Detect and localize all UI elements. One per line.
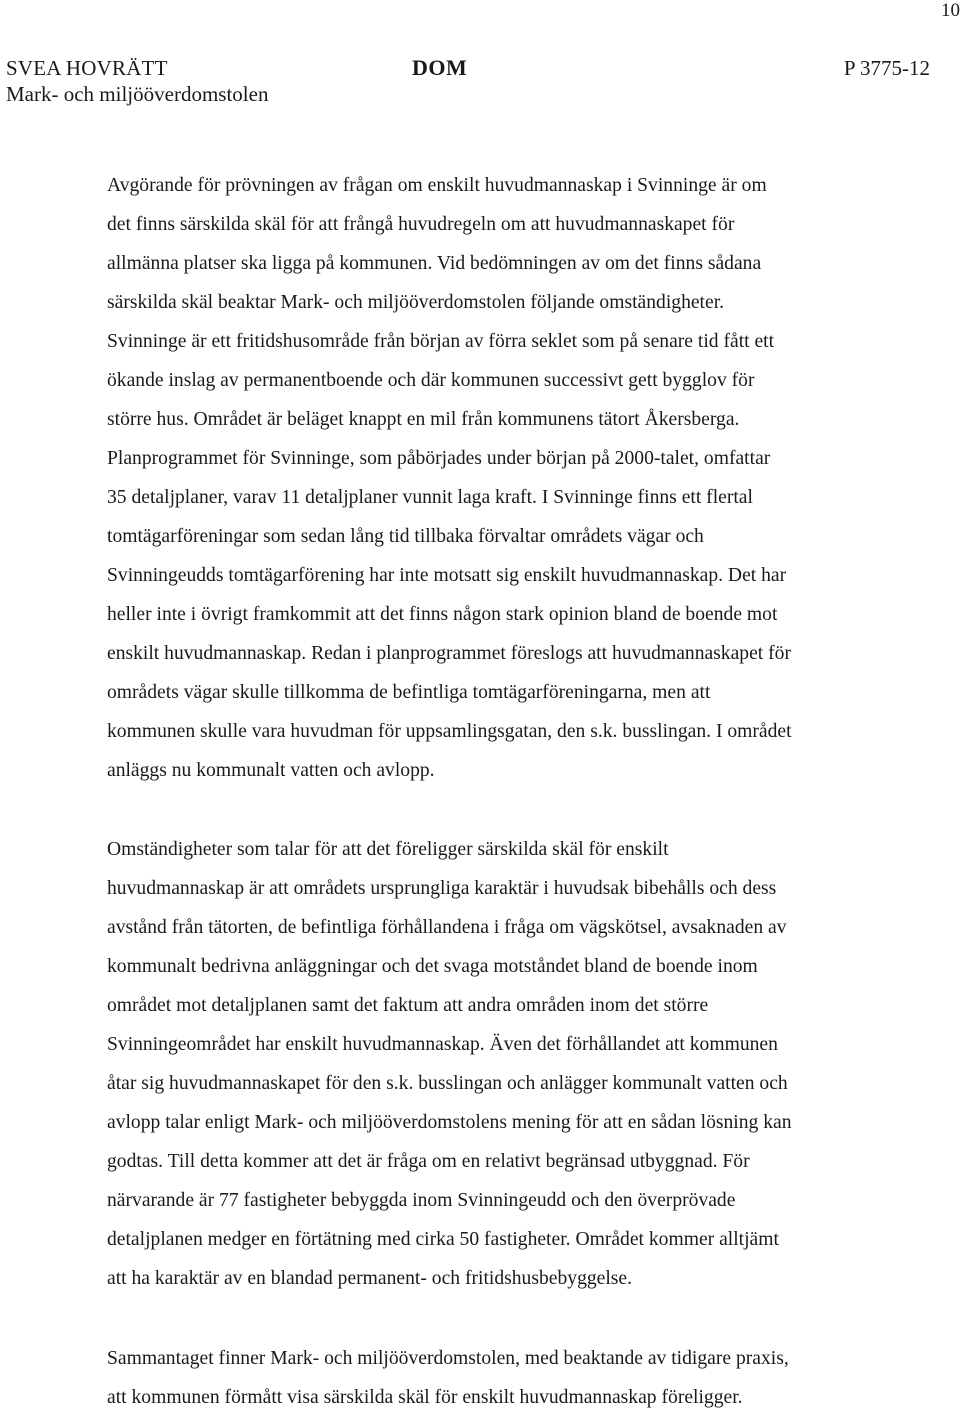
court-name: SVEA HOVRÄTT	[6, 56, 168, 80]
document-header	[6, 55, 930, 105]
paragraph-line: huvudmannaskap är att områdets ursprungliga karaktär i huvudsak bibehålls och dess	[107, 878, 777, 899]
page-number: 10	[941, 0, 960, 21]
paragraph-line: det finns särskilda skäl för att frångå huvudregeln om att huvudmannaskapet för	[107, 214, 735, 235]
paragraph-line: större hus. Området är beläget knappt en mil från kommunens tätort Åkersberga.	[107, 409, 740, 430]
paragraph-line: Planprogrammet för Svinninge, som påbörjades under början på 2000-talet, omfattar	[107, 448, 771, 469]
paragraph-line: Svinningeområdet har enskilt huvudmannaskap. Även det förhållandet att kommunen	[107, 1034, 778, 1055]
paragraph-line: Omständigheter som talar för att det föreligger särskilda skäl för enskilt	[107, 839, 669, 860]
paragraph-line: Svinninge är ett fritidshusområde från början av förra seklet som på senare tid fått ett	[107, 331, 775, 352]
paragraph-line: närvarande är 77 fastigheter bebyggda inom Svinningeudd och den överprövade	[107, 1190, 736, 1211]
paragraph-line: detaljplanen medger en förtätning med cirka 50 fastigheter. Området kommer alltjämt	[107, 1229, 779, 1250]
paragraph-line: områdets vägar skulle tillkomma de befintliga tomtägarföreningarna, men att	[107, 682, 711, 703]
paragraph-line: området mot detaljplanen samt det faktum att andra områden inom det större	[107, 995, 709, 1016]
paragraph-1	[107, 166, 907, 790]
paragraph-line: att kommunen förmått visa särskilda skäl för enskilt huvudmannaskap föreligger.	[107, 1387, 743, 1408]
paragraph-line: ökande inslag av permanentboende och där kommunen successivt gett bygglov för	[107, 370, 755, 391]
paragraph-line: kommunalt bedrivna anläggningar och det svaga motståndet bland de boende inom	[107, 956, 758, 977]
court-division: Mark- och miljööverdomstolen	[6, 82, 269, 106]
paragraph-line: Avgörande för prövningen av frågan om enskilt huvudmannaskap i Svinninge är om	[107, 175, 767, 196]
document-type: DOM	[412, 55, 468, 80]
paragraph-line: avlopp talar enligt Mark- och miljööverdomstolens mening för att en sådan lösning kan	[107, 1112, 792, 1133]
paragraph-line: särskilda skäl beaktar Mark- och miljööverdomstolen följande omständigheter.	[107, 292, 725, 313]
paragraph-3	[107, 1339, 907, 1417]
paragraph-2	[107, 830, 907, 1298]
paragraph-line: anläggs nu kommunalt vatten och avlopp.	[107, 760, 435, 781]
paragraph-line: avstånd från tätorten, de befintliga förhållandena i fråga om vägskötsel, avsaknaden av	[107, 917, 787, 938]
paragraph-line: 35 detaljplaner, varav 11 detaljplaner vunnit laga kraft. I Svinninge finns ett flertal	[107, 487, 753, 508]
paragraph-line: tomtägarföreningar som sedan lång tid tillbaka förvaltar områdets vägar och	[107, 526, 704, 547]
paragraph-line: allmänna platser ska ligga på kommunen. Vid bedömningen av om det finns sådana	[107, 253, 762, 274]
paragraph-line: heller inte i övrigt framkommit att det finns någon stark opinion bland de boende mot	[107, 604, 778, 625]
case-number: P 3775-12	[843, 56, 930, 80]
paragraph-line: Sammantaget finner Mark- och miljööverdomstolen, med beaktande av tidigare praxis,	[107, 1348, 789, 1369]
paragraph-line: enskilt huvudmannaskap. Redan i planprogrammet föreslogs att huvudmannaskapet för	[107, 643, 791, 664]
paragraph-line: åtar sig huvudmannaskapet för den s.k. busslingan och anlägger kommunalt vatten och	[107, 1073, 788, 1094]
paragraph-line: godtas. Till detta kommer att det är fråga om en relativt begränsad utbyggnad. För	[107, 1151, 750, 1172]
paragraph-line: Svinningeudds tomtägarförening har inte motsatt sig enskilt huvudmannaskap. Det har	[107, 565, 787, 586]
paragraph-line: kommunen skulle vara huvudman för uppsamlingsgatan, den s.k. busslingan. I området	[107, 721, 792, 742]
paragraph-line: att ha karaktär av en blandad permanent- och fritidshusbebyggelse.	[107, 1268, 633, 1289]
